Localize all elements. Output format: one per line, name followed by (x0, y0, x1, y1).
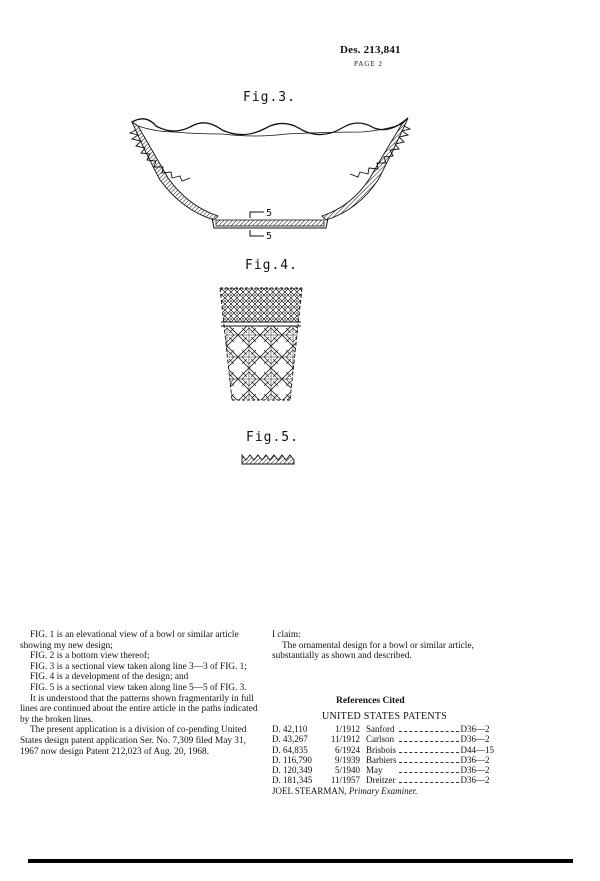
design-number: Des. 213,841 (340, 44, 401, 56)
table-row (272, 755, 494, 765)
ref-number: D. 64,835 (272, 744, 308, 755)
fig4-label: Fig.4. (245, 258, 298, 273)
fig5-section-drawing (240, 452, 296, 466)
figure-descriptions (20, 630, 262, 757)
ref-class: D36—2 (460, 775, 490, 786)
ref-number: D. 120,349 (272, 765, 313, 776)
fig1-description: FIG. 1 is an elevational view of a bowl or similar article showing my new design; (20, 630, 239, 651)
fig3-section-marker-bottom: 5 (266, 231, 274, 242)
fig4-development-drawing (216, 280, 306, 406)
fig5-description: FIG. 5 is a sectional view taken along line 5—5 of FIG. 3. (30, 682, 247, 693)
ref-date: 11/1912 (330, 734, 360, 745)
ref-date: 6/1924 (334, 744, 360, 755)
ref-date: 5/1940 (334, 765, 360, 776)
ref-class: D36—2 (460, 765, 490, 776)
ref-class: D36—2 (460, 724, 490, 734)
ref-class: D44—15 (460, 744, 494, 755)
fig2-description: FIG. 2 is a bottom view thereof; (30, 651, 150, 662)
table-row (272, 775, 494, 785)
leader-dots (399, 776, 459, 783)
leader-dots (399, 766, 459, 773)
table-row (272, 745, 494, 755)
ref-class: D36—2 (460, 734, 490, 745)
ref-name: Dreitzer (366, 775, 396, 786)
table-row (272, 734, 494, 744)
claim-heading: I claim: (272, 630, 301, 640)
ref-number: D. 181,345 (272, 775, 313, 786)
fig3-section-marker-top: 5 (266, 208, 274, 219)
examiner-line (272, 786, 417, 796)
references-title: References Cited (336, 696, 405, 706)
ref-date: 9/1939 (334, 754, 360, 765)
ref-name: Brisbois (366, 744, 397, 755)
pattern-note: It is understood that the patterns shown fragmentarily in full lines are continued about the entire article in the paths indicated by the broken lines. (20, 693, 258, 725)
leader-dots (399, 756, 459, 763)
fig5-label: Fig.5. (246, 430, 299, 445)
table-row (272, 724, 494, 734)
ref-name: Barbiers (366, 754, 397, 765)
leader-dots (399, 735, 459, 742)
ref-date: 1/1912 (334, 724, 360, 734)
division-note: The present application is a division of co-pending United States design patent application Ser. No. 7,309 filed May 31, 1967 now design Patent 212,023 of Aug. 20, 1968. (20, 725, 247, 757)
fig4-description: FIG. 4 is a development of the design; and (30, 672, 189, 683)
claim-text: The ornamental design for a bowl or similar article, substantially as shown and described. (272, 640, 474, 662)
ref-number: D. 42,110 (272, 724, 308, 734)
examiner-name: JOEL STEARMAN, (272, 786, 347, 796)
us-patents-title: UNITED STATES PATENTS (322, 711, 448, 722)
ref-name: Sanford (366, 724, 395, 734)
leader-dots (399, 746, 459, 753)
bottom-rule (28, 859, 573, 863)
references-table (272, 724, 494, 786)
ref-name: Carlson (366, 734, 394, 745)
ref-date: 11/1957 (330, 775, 360, 786)
fig3-label: Fig.3. (243, 90, 296, 105)
ref-number: D. 43,267 (272, 734, 308, 745)
claim-section (272, 630, 512, 662)
examiner-title: Primary Examiner. (348, 786, 418, 796)
fig3-description: FIG. 3 is a sectional view taken along line 3—3 of FIG. 1; (30, 661, 247, 672)
leader-dots (399, 725, 459, 732)
ref-class: D36—2 (460, 754, 490, 765)
table-row (272, 765, 494, 775)
fig3-bowl-section-drawing (126, 110, 416, 250)
ref-name: May (366, 765, 383, 776)
page-number: PAGE 2 (354, 60, 383, 68)
ref-number: D. 116,790 (272, 754, 312, 765)
